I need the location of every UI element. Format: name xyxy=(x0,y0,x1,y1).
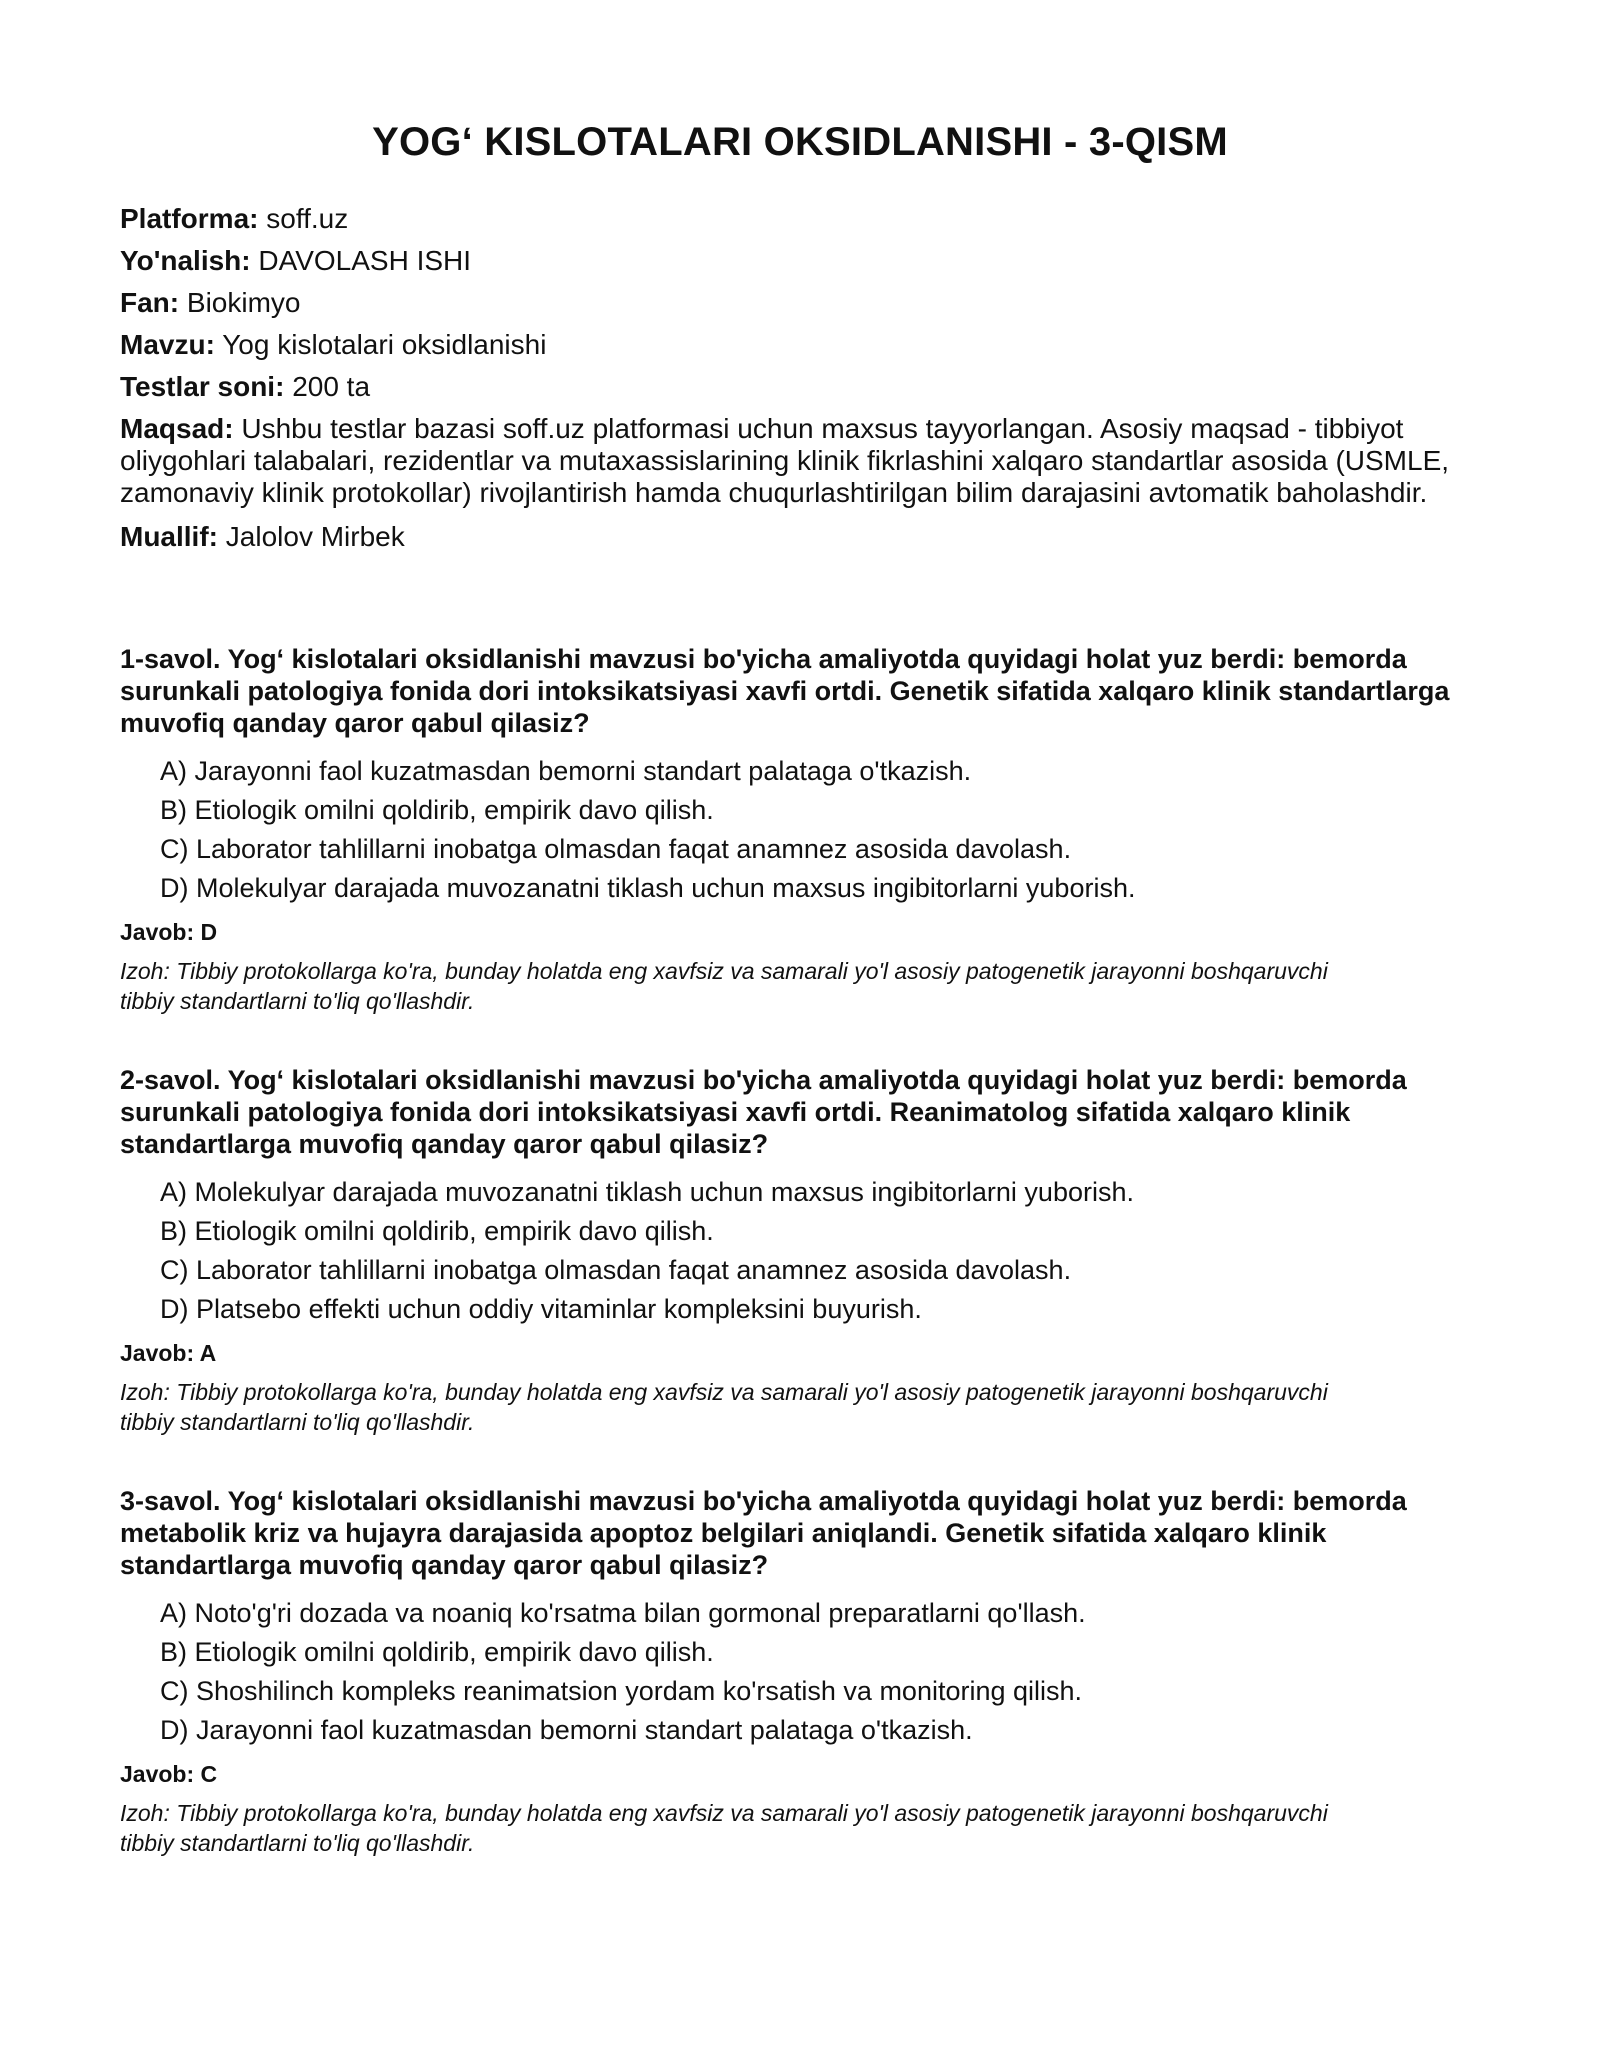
question-block xyxy=(120,643,1480,1016)
meta-label: Yo'nalish: xyxy=(120,245,251,276)
answer-label: Javob: C xyxy=(120,1761,218,1787)
document-title: YOG‘ KISLOTALARI OKSIDLANISHI - 3-QISM xyxy=(372,120,1228,164)
option-b: B) Etiologik omilni qoldirib, empirik davo qilish. xyxy=(160,795,714,825)
option-c: C) Laborator tahlillarni inobatga olmasdan faqat anamnez asosida davolash. xyxy=(160,834,1072,864)
meta-value: DAVOLASH ISHI xyxy=(258,245,472,276)
meta-label: Muallif: xyxy=(120,521,218,552)
meta-direction xyxy=(120,245,1480,277)
option-d: D) Platsebo effekti uchun oddiy vitaminlar kompleksini buyurish. xyxy=(160,1294,922,1324)
option-a: A) Molekulyar darajada muvozanatni tiklash uchun maxsus ingibitorlarni yuborish. xyxy=(160,1177,1134,1207)
meta-subject xyxy=(120,287,1480,319)
question-text: 2-savol. Yog‘ kislotalari oksidlanishi mavzusi bo'yicha amaliyotda quyidagi holat yuz berdi: bemorda surunkali patologiya fonida dori intoksikatsiyasi xavfi ortdi. Reanimatolog sifatida xalqaro klinik standartlarga muvofiq qanday qaror qabul qilasiz? xyxy=(120,1065,1407,1159)
option-a: A) Jarayonni faol kuzatmasdan bemorni standart palataga o'tkazish. xyxy=(160,756,972,786)
meta-value: Jalolov Mirbek xyxy=(225,521,405,552)
option-c: C) Shoshilinch kompleks reanimatsion yordam ko'rsatish va monitoring qilish. xyxy=(160,1676,1083,1706)
meta-label: Fan: xyxy=(120,287,180,318)
option-d: D) Molekulyar darajada muvozanatni tiklash uchun maxsus ingibitorlarni yuborish. xyxy=(160,873,1136,903)
answer-label: Javob: D xyxy=(120,919,218,945)
option-a: A) Noto'g'ri dozada va noaniq ko'rsatma bilan gormonal preparatlarni qo'llash. xyxy=(160,1598,1086,1628)
meta-value: Ushbu testlar bazasi soff.uz platformasi uchun maxsus tayyorlangan. Asosiy maqsad - tibbiyot oliygohlari talabalari, rezidentlar va mutaxassislarining klinik fikrlashini xalqaro standartlar asosida (USMLE, zamonaviy klinik protokollar) rivojlantirish hamda chuqurlashtirilgan bilim darajasini avtomatik baholashdir. xyxy=(120,413,1450,508)
explanation-note: Izoh: Tibbiy protokollarga ko'ra, bunday holatda eng xavfsiz va samarali yo'l asosiy patogenetik jarayonni boshqaruvchi tibbiy standartlarni to'liq qo'llashdir. xyxy=(120,1800,1328,1856)
meta-section xyxy=(120,203,1480,553)
option-b: B) Etiologik omilni qoldirib, empirik davo qilish. xyxy=(160,1216,714,1246)
option-list xyxy=(120,1597,1480,1746)
meta-label: Mavzu: xyxy=(120,329,215,360)
question-block xyxy=(120,1064,1480,1437)
meta-label: Platforma: xyxy=(120,203,259,234)
meta-label: Maqsad: xyxy=(120,413,234,444)
meta-value: Yog kislotalari oksidlanishi xyxy=(222,329,547,360)
option-list xyxy=(120,1176,1480,1325)
meta-author xyxy=(120,521,1480,553)
meta-value: Biokimyo xyxy=(186,287,301,318)
explanation-note: Izoh: Tibbiy protokollarga ko'ra, bunday holatda eng xavfsiz va samarali yo'l asosiy patogenetik jarayonni boshqaruvchi tibbiy standartlarni to'liq qo'llashdir. xyxy=(120,958,1328,1014)
meta-goal xyxy=(120,413,1480,509)
meta-platform xyxy=(120,203,1480,235)
meta-value: soff.uz xyxy=(266,203,349,234)
explanation-note: Izoh: Tibbiy protokollarga ko'ra, bunday holatda eng xavfsiz va samarali yo'l asosiy patogenetik jarayonni boshqaruvchi tibbiy standartlarni to'liq qo'llashdir. xyxy=(120,1379,1328,1435)
option-b: B) Etiologik omilni qoldirib, empirik davo qilish. xyxy=(160,1637,714,1667)
meta-test-count xyxy=(120,371,1480,403)
meta-label: Testlar soni: xyxy=(120,371,285,402)
meta-value: 200 ta xyxy=(292,371,371,402)
question-text: 3-savol. Yog‘ kislotalari oksidlanishi mavzusi bo'yicha amaliyotda quyidagi holat yuz berdi: bemorda metabolik kriz va hujayra darajasida apoptoz belgilari aniqlandi. Genetik sifatida xalqaro klinik standartlarga muvofiq qanday qaror qabul qilasiz? xyxy=(120,1486,1407,1580)
questions-list xyxy=(120,643,1480,1858)
option-list xyxy=(120,755,1480,904)
question-block xyxy=(120,1485,1480,1858)
meta-topic xyxy=(120,329,1480,361)
question-text: 1-savol. Yog‘ kislotalari oksidlanishi mavzusi bo'yicha amaliyotda quyidagi holat yuz berdi: bemorda surunkali patologiya fonida dori intoksikatsiyasi xavfi ortdi. Genetik sifatida xalqaro klinik standartlarga muvofiq qanday qaror qabul qilasiz? xyxy=(120,644,1450,738)
answer-label: Javob: A xyxy=(120,1340,217,1366)
option-c: C) Laborator tahlillarni inobatga olmasdan faqat anamnez asosida davolash. xyxy=(160,1255,1072,1285)
option-d: D) Jarayonni faol kuzatmasdan bemorni standart palataga o'tkazish. xyxy=(160,1715,973,1745)
